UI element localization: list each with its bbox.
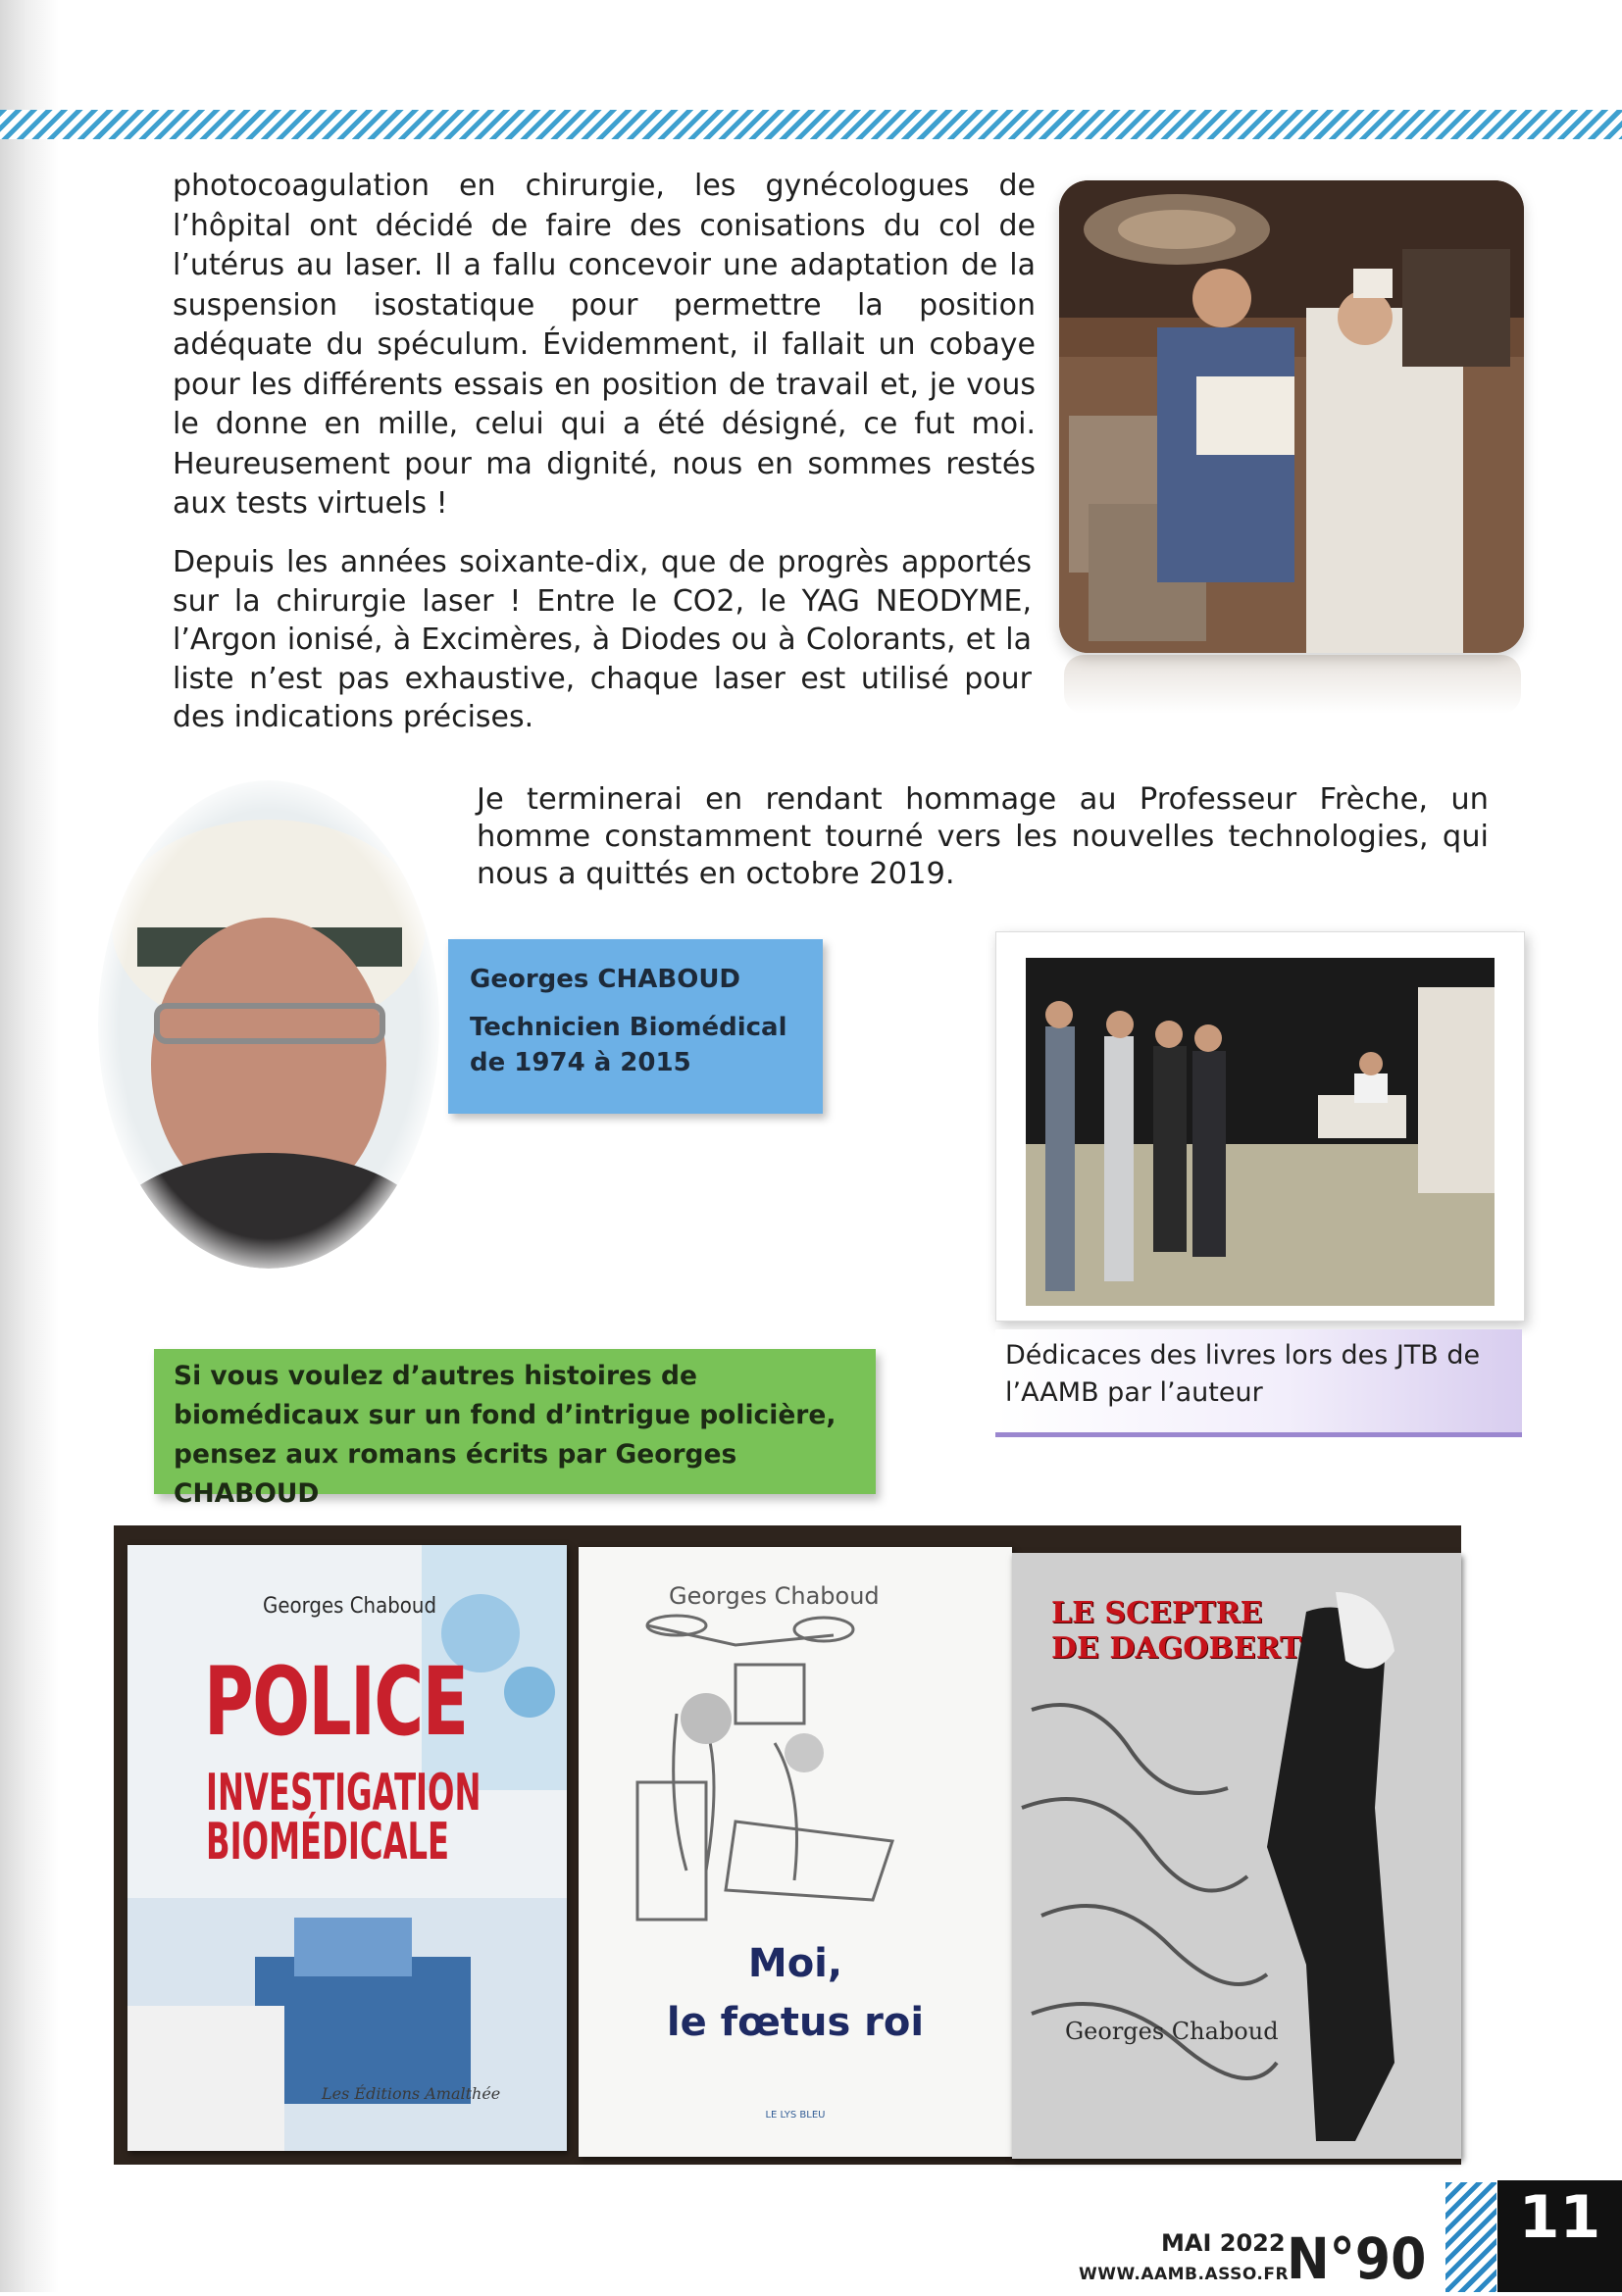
book-2-title-line-1: Moi, [747,1941,843,1986]
book-3-title-line-1: LE SCEPTRE [1051,1596,1263,1630]
book-signing-caption: Dédicaces des livres lors des JTB de l’AAMB par l’auteur [995,1329,1522,1437]
page-number: 11 [1497,2180,1622,2292]
paragraph-intro: photocoagulation en chirurgie, les gynécologues de l’hôpital ont décidé de faire des conisations du col de l’utérus au laser. Il a fallu concevoir une adaptation de la suspension isostatique pour permettre la position adéquate du spéculum. Évidemment, il fallait un cobaye pour les différents essais en position de travail et, je vous le donne en mille, celui qui a été désigné, ce fut moi. Heureusement pour ma dignité, nous en sommes restés aux tests virtuels ! [173,169,1036,521]
book-1-author: Georges Chaboud [263,1594,437,1619]
author-name-box [448,939,823,1114]
paragraph-progress: Depuis les années soixante-dix, que de progrès apportés sur la chirurgie laser ! Entre le CO2, le YAG NEODYME, l’Argon ionisé, à Excimères, à Diodes ou à Colorants, et la liste n’est pas exhaustive, chaque laser est utilisé pour des indications précises. [173,545,1032,734]
footer-hatch-band [1445,2182,1496,2292]
book-1-publisher: Les Éditions Amalthée [322,2084,501,2103]
surgery-photo-reflection [1064,655,1521,714]
page-binding-shadow [0,0,59,2292]
book-cover-foetus-art [579,1547,1012,2157]
book-signing-frame [995,931,1525,1322]
book-3-author: Georges Chaboud [1065,2018,1279,2045]
book-1-title-line-3: BIOMÉDICALE [206,1813,450,1872]
website-url: WWW.AAMB.ASSO.FR [1079,2265,1290,2284]
issue-number: N°90 [1287,2225,1427,2292]
author-portrait-photo [98,780,439,1269]
book-signing-photo [1026,958,1495,1306]
book-2-title-line-2: le fœtus roi [666,2000,925,2045]
paragraph-tribute: Je terminerai en rendant hommage au Professeur Frèche, un homme constamment tourné vers les nouvelles technologies, qui nous a quittés en octobre 2019. [477,782,1489,891]
book-2-publisher: LE LYS BLEU [765,2110,826,2121]
book-1-title-line-2: INVESTIGATION [206,1764,482,1822]
novels-note-box: Si vous voulez d’autres histoires de biomédicaux sur un fond d’intrigue policière, pensez aux romans écrits par Georges CHABOUD [154,1349,876,1494]
book-2-author: Georges Chaboud [669,1582,880,1610]
book-cover-foetus-roi [579,1547,1012,2157]
header-hatch-band [0,110,1622,139]
book-3-title-line-2: DE DAGOBERT [1051,1631,1302,1666]
surgery-photo [1059,180,1524,653]
issue-date: MAI 2022 [1161,2229,1286,2257]
book-cover-sceptre [1012,1553,1461,2159]
book-cover-police [127,1545,567,2151]
author-role: Technicien Biomédical de 1974 à 2015 [470,1013,787,1077]
book-1-title-line-1: POLICE [204,1647,468,1757]
author-name: Georges CHABOUD [470,965,741,994]
